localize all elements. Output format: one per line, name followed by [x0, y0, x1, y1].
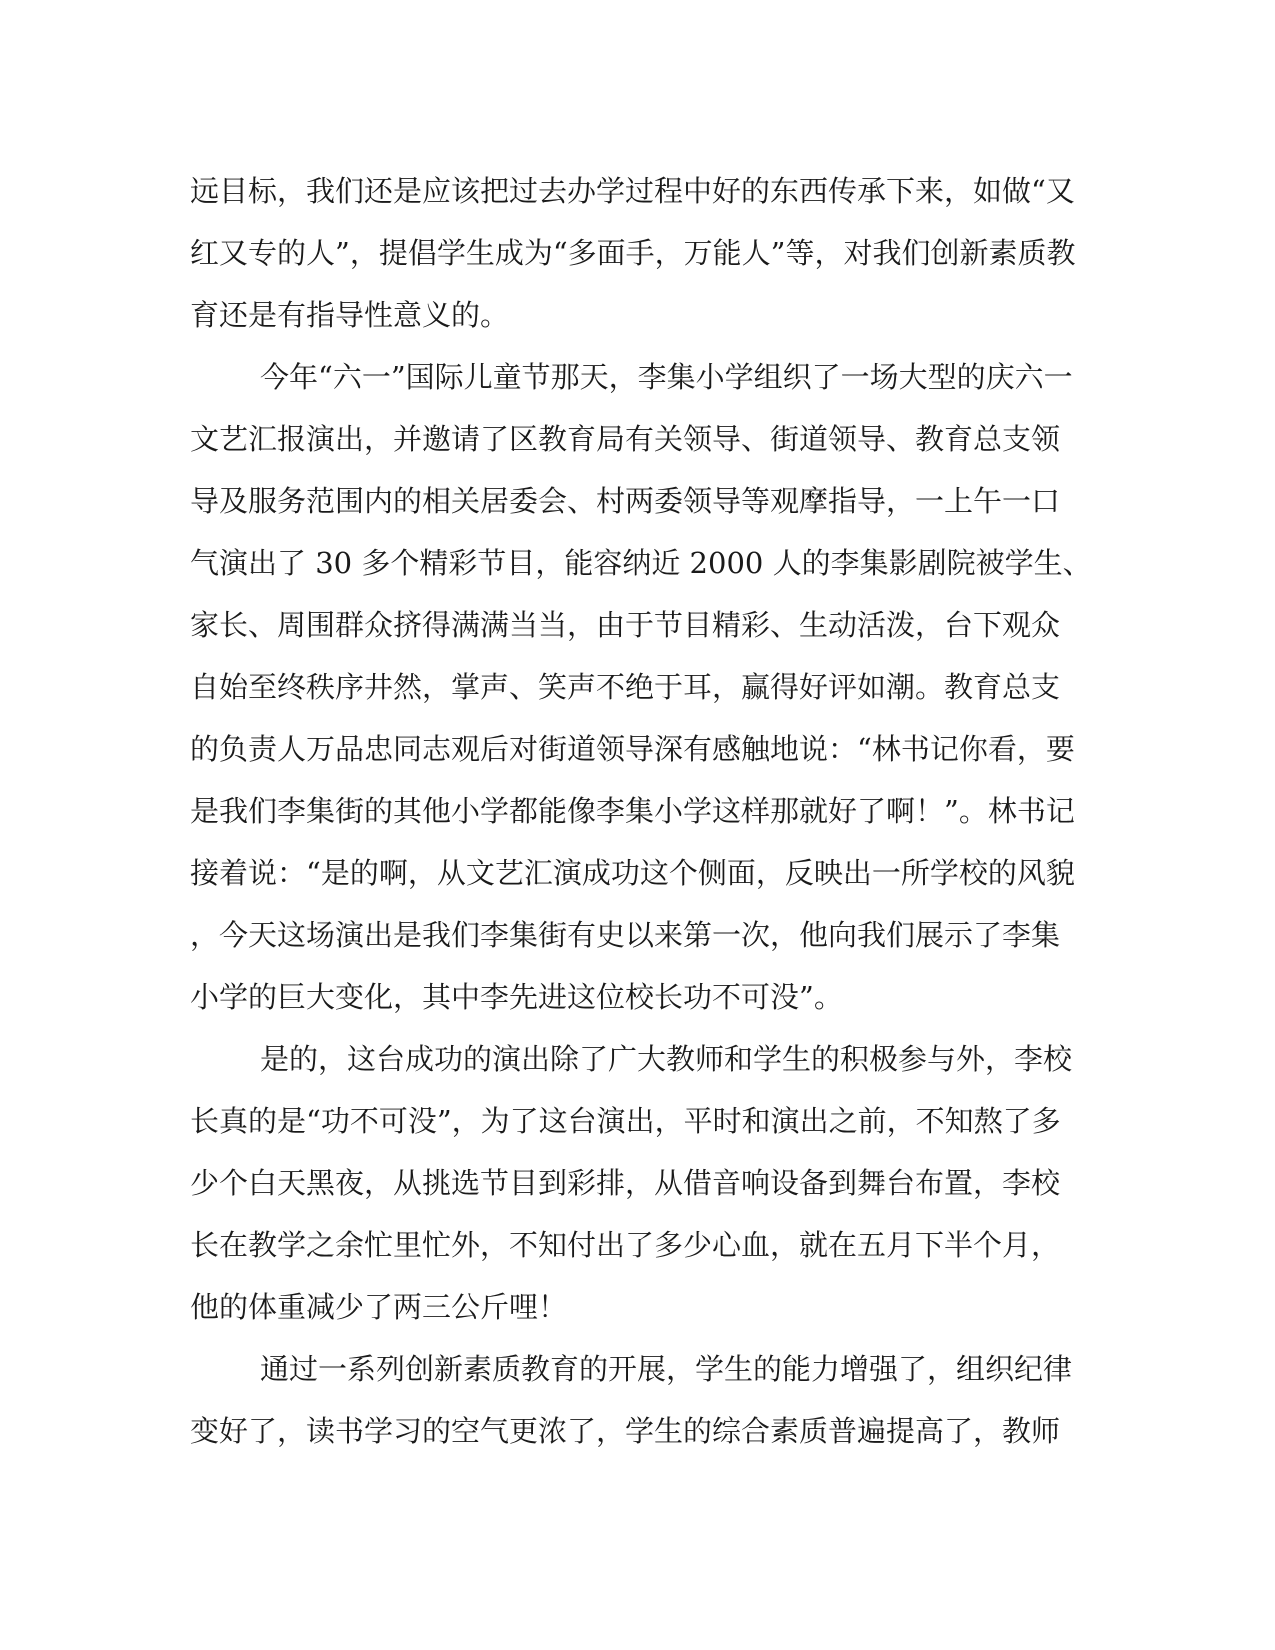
text-line: 红又专的人”，提倡学生成为“多面手，万能人”等，对我们创新素质教	[190, 236, 1076, 270]
text-line: 变好了，读书学习的空气更浓了，学生的综合素质普遍提高了，教师	[190, 1414, 1061, 1448]
text-line: ，今天这场演出是我们李集街有史以来第一次，他向我们展示了李集	[190, 918, 1061, 952]
text-line: 的负责人万品忠同志观后对街道领导深有感触地说：“林书记你看，要	[190, 732, 1075, 766]
text-line: 育还是有指导性意义的。	[190, 298, 510, 332]
paragraph-4	[190, 1338, 1073, 1462]
text-line: 文艺汇报演出，并邀请了区教育局有关领导、街道领导、教育总支领	[190, 422, 1061, 456]
paragraph-1	[190, 160, 1076, 346]
text-line: 是的，这台成功的演出除了广大教师和学生的积极参与外，李校	[260, 1042, 1073, 1076]
paragraph-2	[190, 346, 1092, 1028]
text-line: 长在教学之余忙里忙外，不知付出了多少心血，就在五月下半个月，	[190, 1228, 1061, 1262]
text-line: 自始至终秩序井然，掌声、笑声不绝于耳，赢得好评如潮。教育总支	[190, 670, 1061, 704]
text-line: 导及服务范围内的相关居委会、村两委领导等观摩指导，一上午一口	[190, 484, 1061, 518]
text-line: 远目标，我们还是应该把过去办学过程中好的东西传承下来，如做“又	[190, 174, 1075, 208]
text-line: 今年“六一”国际儿童节那天，李集小学组织了一场大型的庆六一	[260, 360, 1073, 394]
document-body	[190, 160, 1092, 1462]
text-line: 接着说：“是的啊，从文艺汇演成功这个侧面，反映出一所学校的风貌	[190, 856, 1075, 890]
text-line: 小学的巨大变化，其中李先进这位校长功不可没”。	[190, 980, 843, 1014]
text-line: 通过一系列创新素质教育的开展，学生的能力增强了，组织纪律	[260, 1352, 1073, 1386]
text-line: 气演出了 30 多个精彩节目，能容纳近 2000 人的李集影剧院被学生、	[190, 546, 1092, 580]
paragraph-3	[190, 1028, 1073, 1338]
text-line: 长真的是“功不可没”，为了这台演出，平时和演出之前，不知熬了多	[190, 1104, 1061, 1138]
text-line: 家长、周围群众挤得满满当当，由于节目精彩、生动活泼，台下观众	[190, 608, 1061, 642]
text-line: 他的体重减少了两三公斤哩！	[190, 1290, 568, 1324]
text-line: 少个白天黑夜，从挑选节目到彩排，从借音响设备到舞台布置，李校	[190, 1166, 1061, 1200]
text-line: 是我们李集街的其他小学都能像李集小学这样那就好了啊！”。林书记	[190, 794, 1075, 828]
